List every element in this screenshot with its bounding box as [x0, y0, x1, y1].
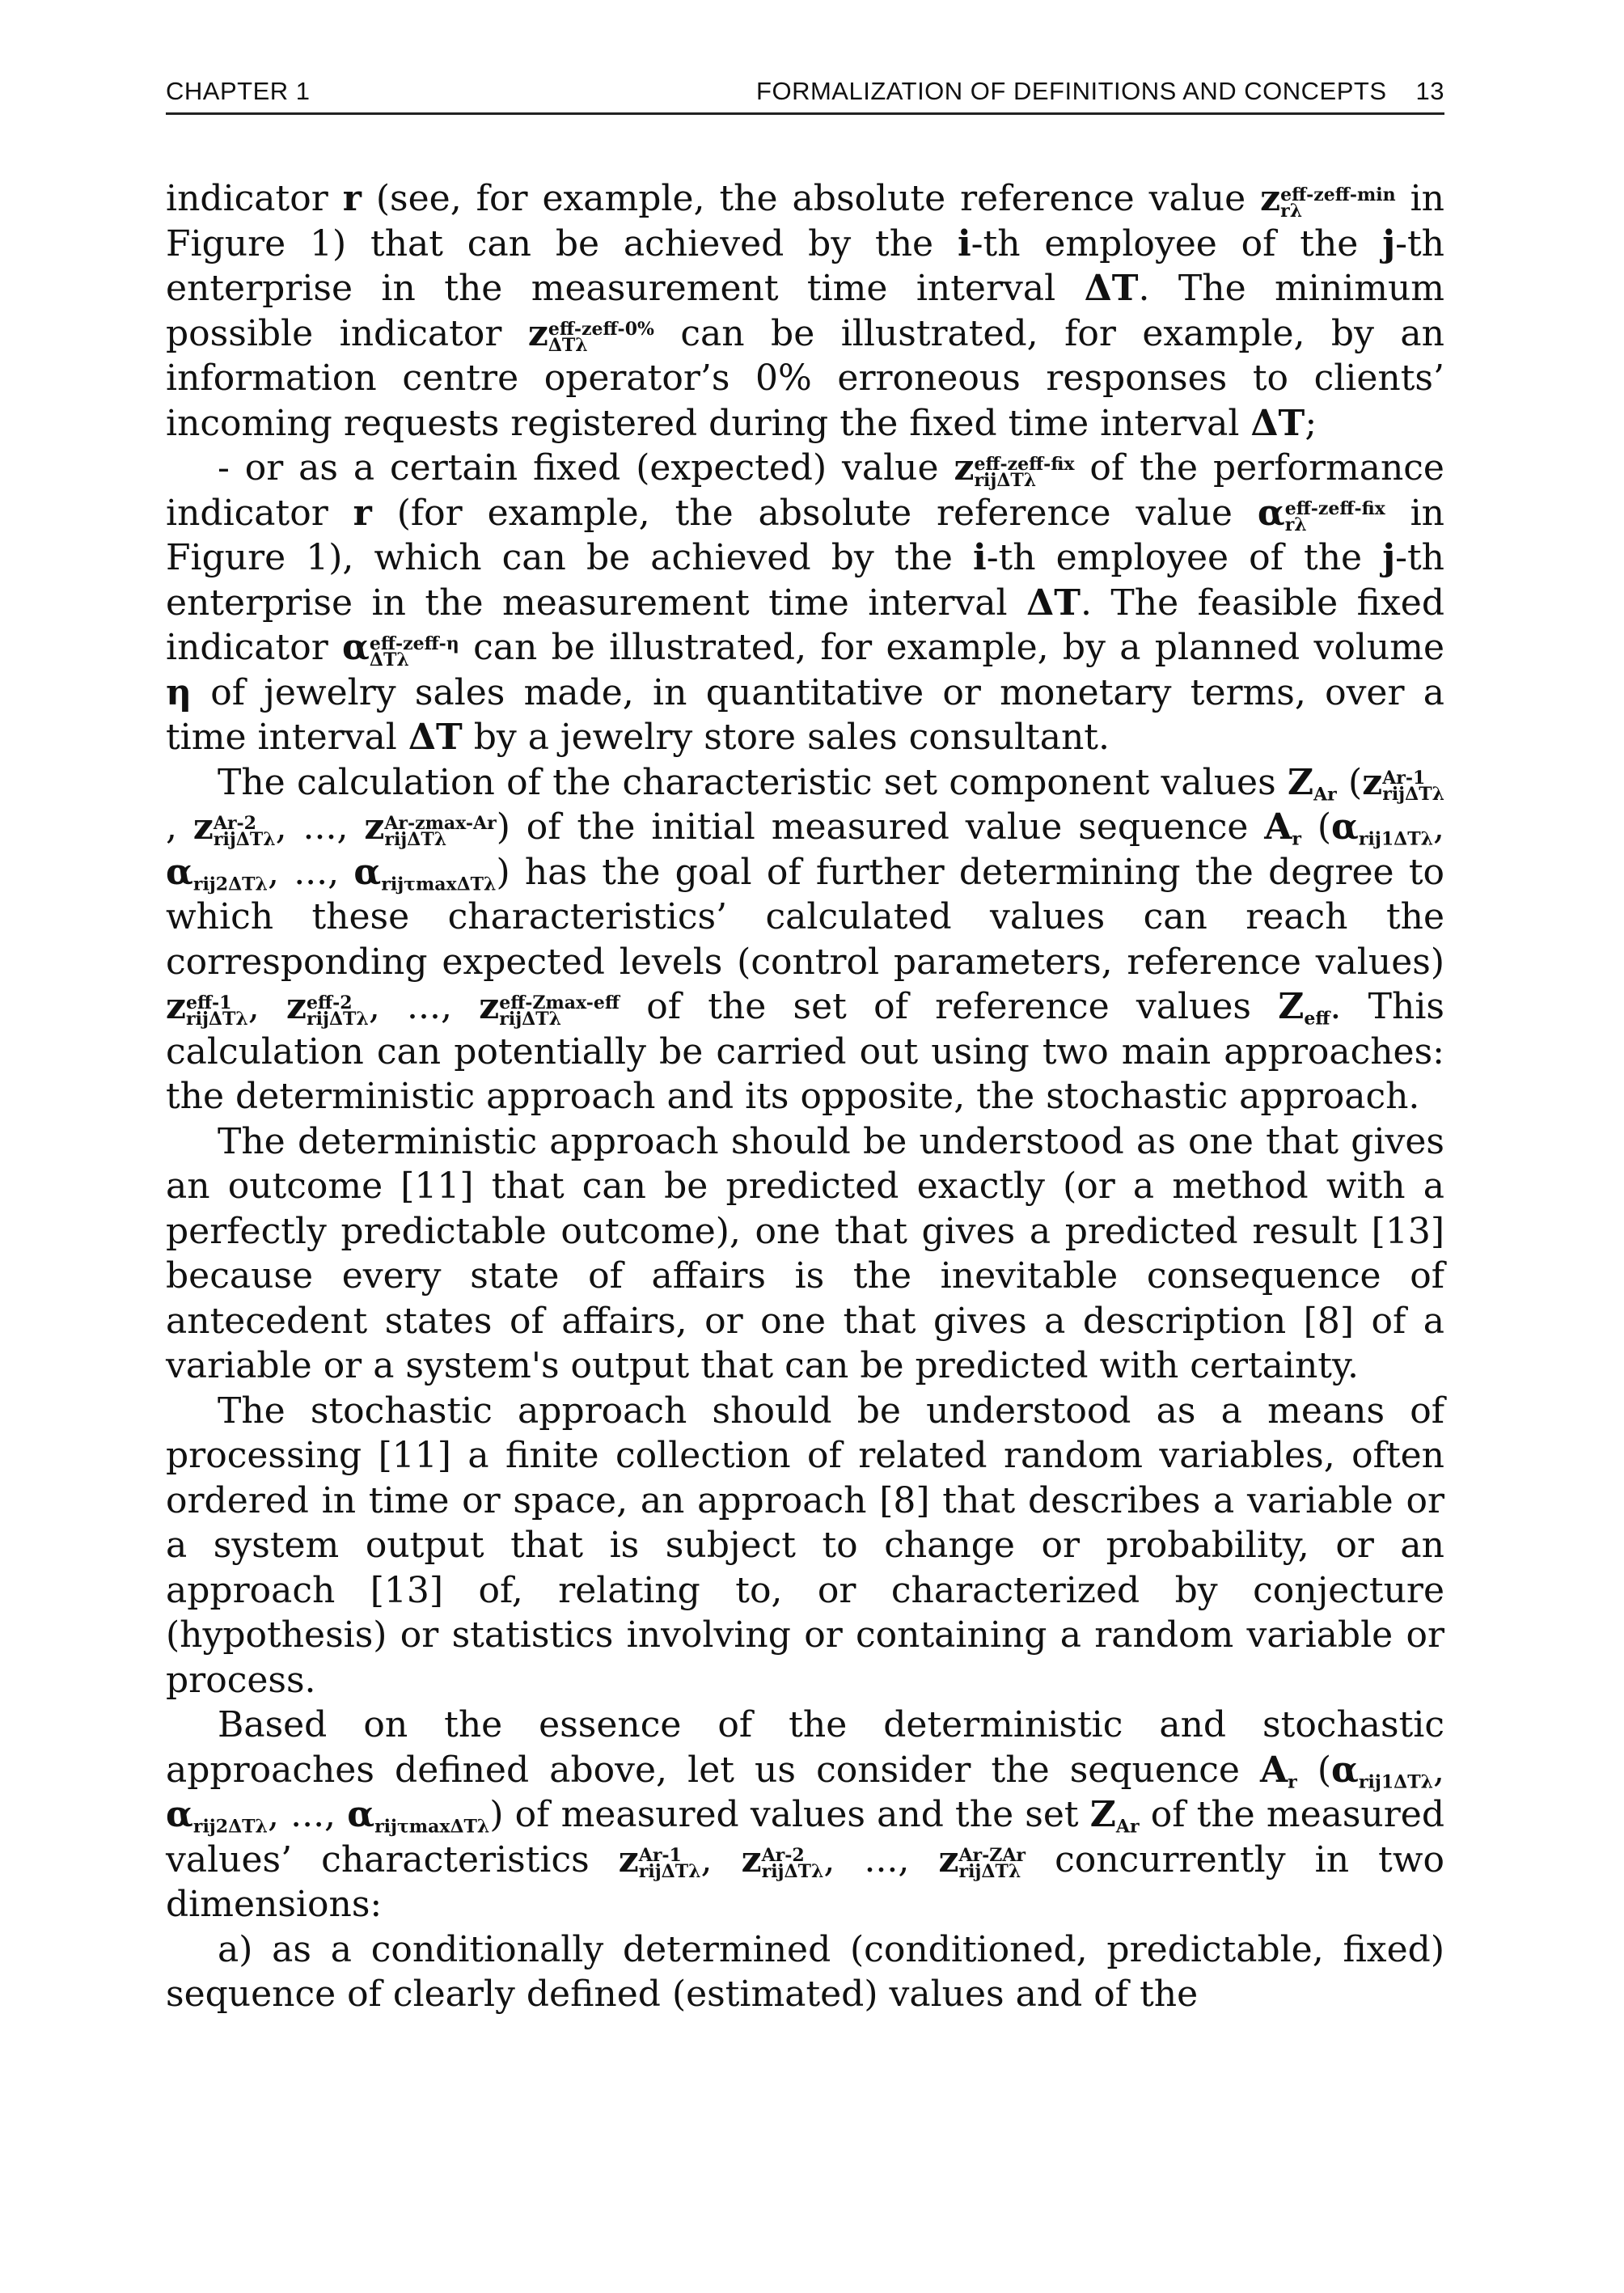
text-run: of the set of reference values — [619, 986, 1279, 1027]
text-run: . The minimum possible indicator — [166, 268, 1445, 354]
text-run: concurrently in two dimensions: — [166, 1838, 1444, 1925]
symbol-j: j — [1382, 537, 1396, 578]
text-run: -th enterprise in the measurement time interval — [166, 222, 1444, 309]
math-Z-Ar: $Z_{Ar}$ — [1089, 1794, 1140, 1838]
text-run: , ..., — [275, 806, 365, 848]
text-run: in Figure 1) that can be achieved by the — [166, 178, 1444, 264]
math-alpha-1: $\alpha_{rij1\Delta T\lambda}$ — [1331, 806, 1433, 850]
math-alpha-2: $\alpha_{rij2\Delta T\lambda}$ — [166, 851, 268, 895]
math-z-Ar-2: z Ar-2 rijΔTλ — [192, 806, 276, 850]
text-run: of the measured values’ characteristics — [166, 1794, 1445, 1881]
symbol-delta-t: ΔT — [1084, 268, 1139, 309]
running-header — [166, 77, 1444, 115]
body-text — [166, 176, 1444, 2017]
math-z-eff-max: z eff-Zmax-eff rijΔTλ — [479, 986, 620, 1030]
math-Z-Ar: $Z_{Ar}$ — [1287, 761, 1337, 806]
text-run: ( — [1301, 806, 1332, 848]
text-run: -th employee of the — [986, 537, 1383, 578]
symbol-r: r — [342, 178, 362, 219]
section-title: FORMALIZATION OF DEFINITIONS AND CONCEPTS — [756, 77, 1387, 105]
text-run: by a jewelry store sales consultant. — [462, 717, 1110, 758]
text-run: of jewelry sales made, in quantitative or monetary terms, over a time interval — [166, 671, 1444, 758]
text-run: . The feasible fixed indicator — [166, 582, 1444, 668]
text-run: , ..., — [267, 1794, 348, 1835]
text-run: . This calculation can potentially be carried out using two main approaches: the deterministic approach and its opposite, the stochastic approach. — [166, 986, 1444, 1117]
text-run: -th employee of the — [971, 222, 1383, 264]
text-run: , — [166, 806, 193, 848]
text-run: ) has the goal of further determining the degree to which these characteristics’ calculated values can reach the corresponding expected levels (control parameters, reference values) — [166, 851, 1444, 983]
paragraph — [166, 446, 1444, 760]
paragraph: The deterministic approach should be understood as one that gives an outcome [11] that can be predicted exactly (or a method with a perfectly predictable outcome), one that gives a predicted result [13] because every state of affairs is the inevitable consequence of antecedent states of affairs, or one that gives a description [8] of a variable or a system's output that can be predicted with certainty. — [166, 1120, 1444, 1386]
text-run: (for example, the absolute reference value — [371, 492, 1258, 534]
chapter-label: CHAPTER 1 — [166, 77, 311, 105]
paragraph: a) as a conditionally determined (conditioned, predictable, fixed) sequence of clearly defined (estimated) values and of the — [166, 1928, 1444, 2015]
text-run: , ..., — [267, 851, 354, 893]
paragraph — [166, 176, 1444, 446]
text-run: , — [700, 1838, 742, 1881]
text-run: ; — [1305, 402, 1317, 444]
text-run: - or as a certain fixed (expected) value — [218, 447, 954, 489]
text-run: can be illustrated, for example, by an information centre operator’s 0% erroneous responses to clients’ incoming requests registered during the fixed time interval — [166, 312, 1444, 444]
text-run: , ..., — [823, 1838, 939, 1881]
math-alpha-max: $\alpha_{rij\tau max\Delta T\lambda}$ — [353, 851, 497, 895]
text-run: (see, for example, the absolute reference value — [361, 178, 1261, 219]
math-alpha-eff-fix: α eff-zeff-fix rλ — [1257, 492, 1385, 536]
text-run: , ..., — [368, 986, 480, 1027]
paragraph — [166, 1703, 1444, 1927]
math-z-eff-min: z eff-zeff-min rλ — [1260, 178, 1396, 222]
math-alpha-2: $\alpha_{rij2\Delta T\lambda}$ — [166, 1794, 268, 1838]
symbol-delta-t: ΔT — [1250, 402, 1305, 444]
text-run: ( — [1296, 1749, 1332, 1791]
text-run: in Figure 1), which can be achieved by the — [166, 492, 1445, 578]
page-number: 13 — [1415, 77, 1444, 105]
symbol-i: i — [957, 222, 971, 264]
math-z-eff-1: z eff-1 rijΔTλ — [166, 986, 248, 1030]
text-run: indicator — [166, 178, 343, 219]
text-run: -th enterprise in the measurement time interval — [166, 537, 1444, 624]
text-run: of the performance indicator — [166, 447, 1444, 534]
math-z-Ar-1: z Ar-1 rijΔTλ — [1362, 761, 1445, 806]
symbol-i: i — [972, 537, 987, 578]
math-alpha-max: $\alpha_{rij\tau max\Delta T\lambda}$ — [347, 1794, 490, 1838]
symbol-delta-t: ΔT — [408, 717, 463, 758]
math-z-Ar-2: z Ar-2 rijΔTλ — [741, 1838, 824, 1883]
math-A-r: $A_r$ — [1260, 1749, 1297, 1793]
text-run: ) of measured values and the set — [489, 1794, 1090, 1835]
math-z-Ar-max: z Ar-zmax-Ar rijΔTλ — [364, 806, 497, 850]
text-run: ) of the initial measured value sequence — [496, 806, 1265, 848]
paragraph — [166, 760, 1444, 1119]
text-run: can be illustrated, for example, by a planned volume — [459, 627, 1444, 668]
text-run: ( — [1336, 761, 1363, 803]
text-run: , — [1433, 1749, 1444, 1791]
math-z-Ar-ZAr: z Ar-ZAr rijΔTλ — [938, 1838, 1026, 1883]
math-z-eff-fix: z eff-zeff-fix rijΔTλ — [954, 447, 1075, 491]
text-run: , — [247, 986, 287, 1027]
symbol-r: r — [353, 492, 372, 534]
math-alpha-eff-eta: α eff-zeff-η ΔTλ — [342, 627, 459, 671]
paragraph: The stochastic approach should be understood as a means of processing [11] a finite collection of related random variables, often ordered in time or space, an approach [8] that describes a variable or a system output that is subject to change or probability, or an approach [13] of, relating to, or characterized by conjecture (hypothesis) or statistics involving or containing a random variable or process. — [166, 1390, 1444, 1701]
math-z-eff-2: z eff-2 rijΔTλ — [286, 986, 369, 1030]
math-A-r: $A_r$ — [1264, 806, 1301, 850]
text-run: Based on the essence of the deterministic and stochastic approaches defined above, let us consider the sequence — [166, 1704, 1444, 1791]
symbol-delta-t: ΔT — [1026, 582, 1081, 624]
symbol-eta: η — [166, 671, 192, 713]
math-z-eff-0: z eff-zeff-0% ΔTλ — [527, 312, 654, 357]
text-run: , — [1433, 806, 1444, 848]
text-run: The calculation of the characteristic set component values — [218, 761, 1288, 803]
math-Z-eff: $Z_{eff}$ — [1278, 986, 1330, 1030]
symbol-j: j — [1382, 222, 1396, 264]
math-z-Ar-1: z Ar-1 rijΔTλ — [618, 1838, 701, 1883]
math-alpha-1: $\alpha_{rij1\Delta T\lambda}$ — [1331, 1749, 1433, 1793]
